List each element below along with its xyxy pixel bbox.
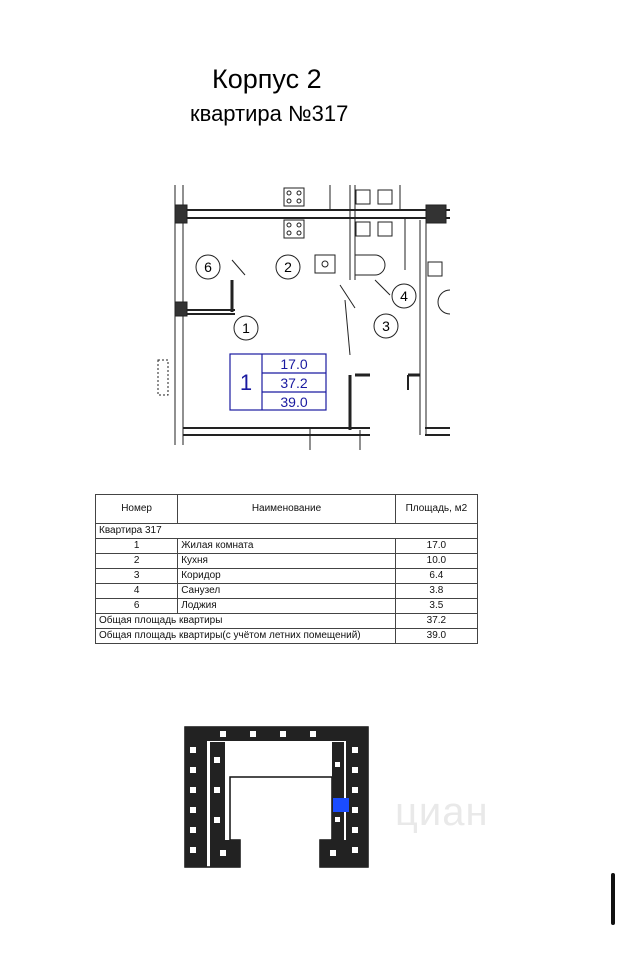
table-row: 1 Жилая комната 17.0 [96, 539, 478, 554]
building-title: Корпус 2 [212, 64, 322, 94]
svg-text:4: 4 [400, 288, 408, 304]
room-label-6 [196, 255, 220, 279]
col-name: Наименование [178, 495, 396, 524]
svg-text:3: 3 [382, 318, 390, 334]
room-label-1 [234, 316, 258, 340]
area-total-summer: 39.0 [280, 394, 308, 410]
table-row: 3 Коридор 6.4 [96, 569, 478, 584]
building-key-plan [180, 722, 380, 872]
svg-text:2: 2 [284, 259, 292, 275]
watermark: циан [395, 790, 489, 834]
room-label-2 [276, 255, 300, 279]
col-area: Площадь, м2 [395, 495, 477, 524]
floor-plan [150, 180, 460, 450]
total-summer-row: Общая площадь квартиры(с учётом летних помещений) 39.0 [96, 629, 478, 644]
apartment-title: квартира №317 [190, 101, 349, 126]
area-table [95, 494, 478, 644]
apartment-number: 1 [239, 370, 253, 395]
room-label-4 [392, 284, 416, 308]
apartment-highlight [333, 798, 349, 812]
apartment-row: Квартира 317 [96, 524, 478, 539]
area-living: 17.0 [280, 356, 308, 372]
table-row: 6 Лоджия 3.5 [96, 599, 478, 614]
svg-text:6: 6 [204, 259, 212, 275]
room-label-3 [374, 314, 398, 338]
table-row: 2 Кухня 10.0 [96, 554, 478, 569]
svg-text:1: 1 [242, 320, 250, 336]
total-row: Общая площадь квартиры 37.2 [96, 614, 478, 629]
area-stamp [230, 354, 326, 410]
col-number: Номер [96, 495, 178, 524]
area-total: 37.2 [280, 375, 308, 391]
table-row: 4 Санузел 3.8 [96, 584, 478, 599]
scroll-edge-indicator [611, 873, 615, 925]
table-header [96, 495, 478, 524]
